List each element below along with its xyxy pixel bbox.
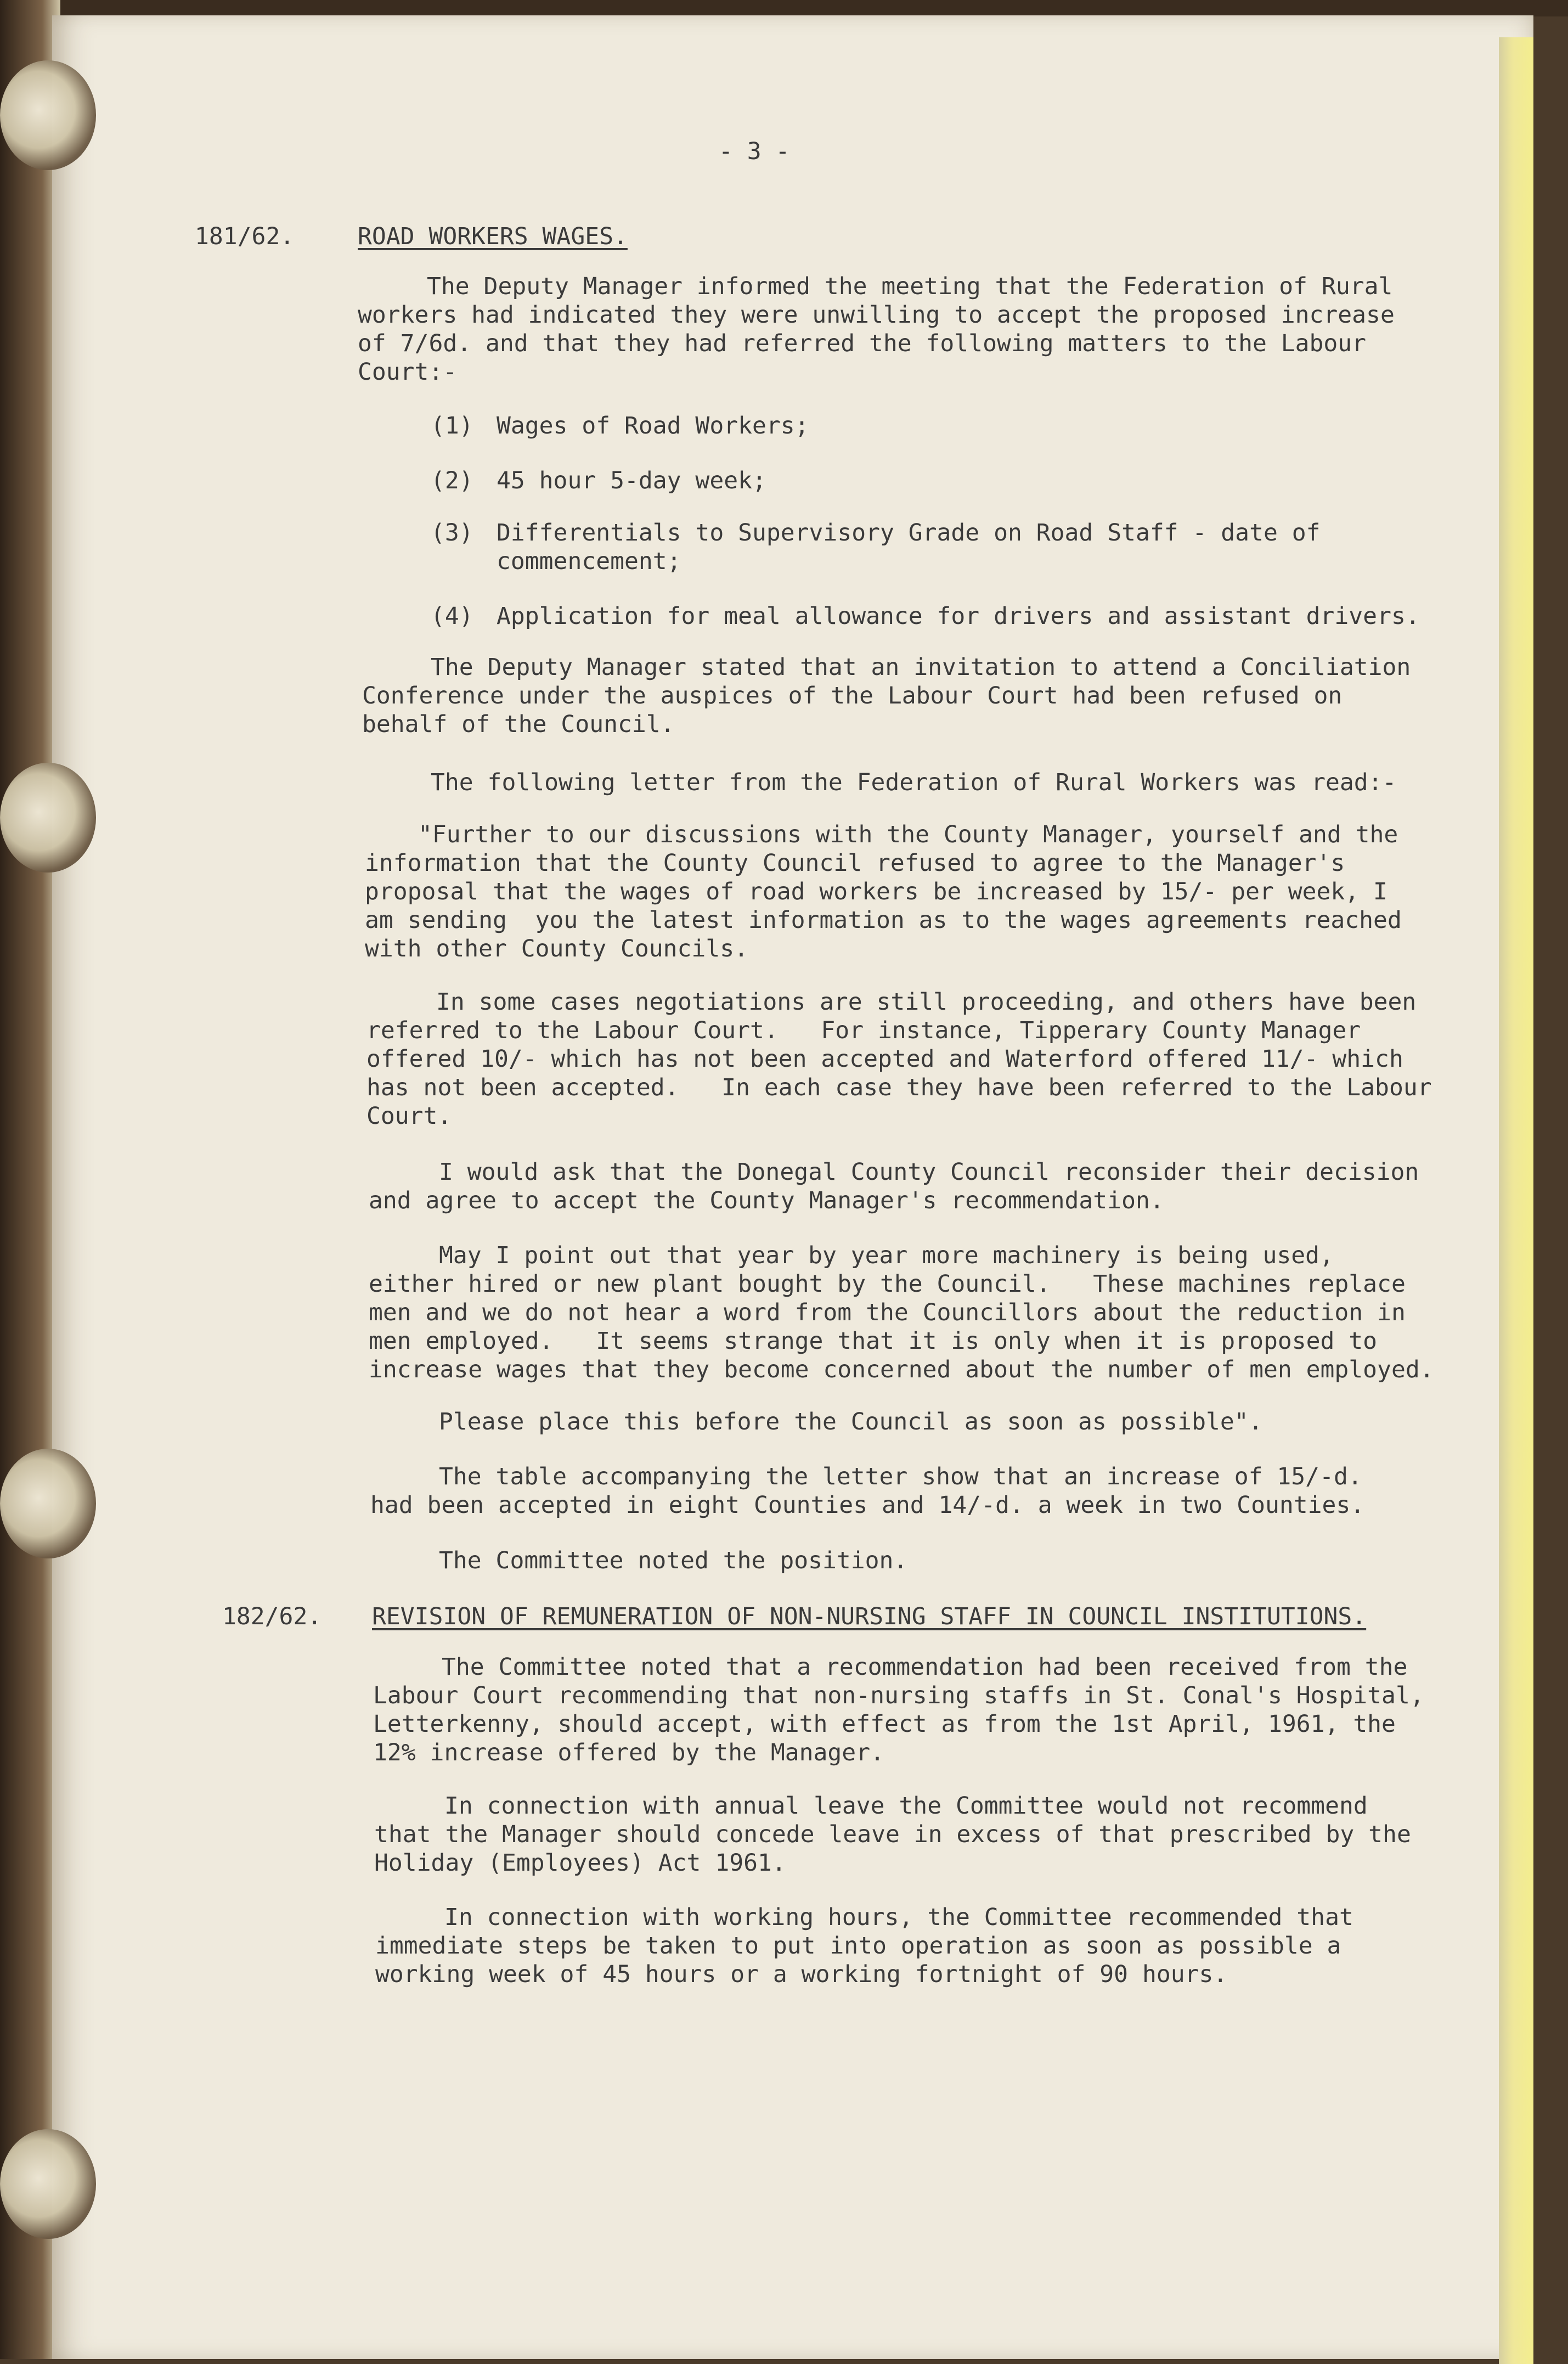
text-line: working week of 45 hours or a working fortnight of 90 hours. bbox=[375, 1961, 1228, 1988]
text-line: May I point out that year by year more machinery is being used, bbox=[439, 1242, 1334, 1269]
minute-heading: REVISION OF REMUNERATION OF NON-NURSING STAFF IN COUNCIL INSTITUTIONS. bbox=[372, 1603, 1367, 1630]
list-item-marker: (4) bbox=[431, 603, 473, 630]
text-line: proposal that the wages of road workers be increased by 15/- per week, I bbox=[365, 878, 1387, 905]
list-item: Application for meal allowance for drivers and assistant drivers. bbox=[497, 603, 1420, 630]
list-item-marker: (1) bbox=[431, 412, 473, 440]
text-line: Labour Court recommending that non-nursing staffs in St. Conal's Hospital, bbox=[373, 1682, 1424, 1709]
text-line: of 7/6d. and that they had referred the following matters to the Labour bbox=[358, 330, 1367, 357]
text-line: workers had indicated they were unwilling to accept the proposed increase bbox=[358, 301, 1395, 329]
text-line: Court:- bbox=[358, 358, 458, 386]
text-line: with other County Councils. bbox=[365, 935, 748, 963]
text-line: 12% increase offered by the Manager. bbox=[373, 1739, 884, 1766]
text-line: Holiday (Employees) Act 1961. bbox=[374, 1849, 786, 1877]
text-line: I would ask that the Donegal County Council reconsider their decision bbox=[439, 1158, 1419, 1186]
text-line: men and we do not hear a word from the Councillors about the reduction in bbox=[369, 1299, 1406, 1326]
text-line: men employed. It seems strange that it is only when it is proposed to bbox=[369, 1327, 1378, 1355]
text-line: In connection with annual leave the Committee would not recommend bbox=[444, 1792, 1368, 1820]
list-item: 45 hour 5-day week; bbox=[497, 467, 766, 494]
list-item-marker: (2) bbox=[431, 467, 473, 494]
text-line: The Deputy Manager informed the meeting that the Federation of Rural bbox=[427, 273, 1393, 300]
text-line: In connection with working hours, the Committee recommended that bbox=[444, 1904, 1353, 1931]
list-item-marker: (3) bbox=[431, 519, 473, 547]
text-line: The following letter from the Federation of Rural Workers was read:- bbox=[431, 769, 1397, 796]
text-line: "Further to our discussions with the County Manager, yourself and the bbox=[418, 821, 1398, 848]
text-line: Court. bbox=[366, 1102, 452, 1130]
minute-number: 182/62. bbox=[222, 1603, 322, 1630]
text-line: The Committee noted that a recommendation had been received from the bbox=[442, 1653, 1408, 1681]
text-line: The Committee noted the position. bbox=[439, 1547, 908, 1574]
list-item: commencement; bbox=[497, 548, 681, 575]
text-line: Conference under the auspices of the Labour Court had been refused on bbox=[362, 682, 1343, 710]
text-line: The table accompanying the letter show that an increase of 15/-d. bbox=[439, 1463, 1362, 1490]
text-line: am sending you the latest information as to the wages agreements reached bbox=[365, 907, 1402, 934]
text-line: offered 10/- which has not been accepted and Waterford offered 11/- which bbox=[366, 1045, 1403, 1073]
text-line: Please place this before the Council as soon as possible". bbox=[439, 1408, 1263, 1436]
text-line: had been accepted in eight Counties and 14/-d. a week in two Counties. bbox=[370, 1491, 1365, 1519]
text-line: behalf of the Council. bbox=[362, 711, 675, 738]
minute-heading: ROAD WORKERS WAGES. bbox=[358, 223, 628, 250]
list-item: Wages of Road Workers; bbox=[497, 412, 809, 440]
list-item: Differentials to Supervisory Grade on Road Staff - date of bbox=[497, 519, 1321, 547]
text-line: The Deputy Manager stated that an invitation to attend a Conciliation bbox=[431, 654, 1411, 681]
text-line: increase wages that they become concerned about the number of men employed. bbox=[369, 1356, 1434, 1383]
text-line: referred to the Labour Court. For instance, Tipperary County Manager bbox=[366, 1017, 1361, 1044]
text-line: has not been accepted. In each case they have been referred to the Labour bbox=[366, 1074, 1432, 1101]
page-number: - 3 - bbox=[719, 138, 790, 165]
text-line: In some cases negotiations are still proceeding, and others have been bbox=[436, 988, 1417, 1016]
text-line: that the Manager should concede leave in excess of that prescribed by the bbox=[374, 1821, 1411, 1848]
text-line: either hired or new plant bought by the Council. These machines replace bbox=[369, 1270, 1406, 1298]
text-line: information that the County Council refused to agree to the Manager's bbox=[365, 849, 1345, 877]
text-line: Letterkenny, should accept, with effect as from the 1st April, 1961, the bbox=[373, 1710, 1396, 1738]
minute-number: 181/62. bbox=[195, 223, 295, 250]
text-line: and agree to accept the County Manager's recommendation. bbox=[369, 1187, 1164, 1214]
text-line: immediate steps be taken to put into operation as soon as possible a bbox=[375, 1932, 1341, 1960]
